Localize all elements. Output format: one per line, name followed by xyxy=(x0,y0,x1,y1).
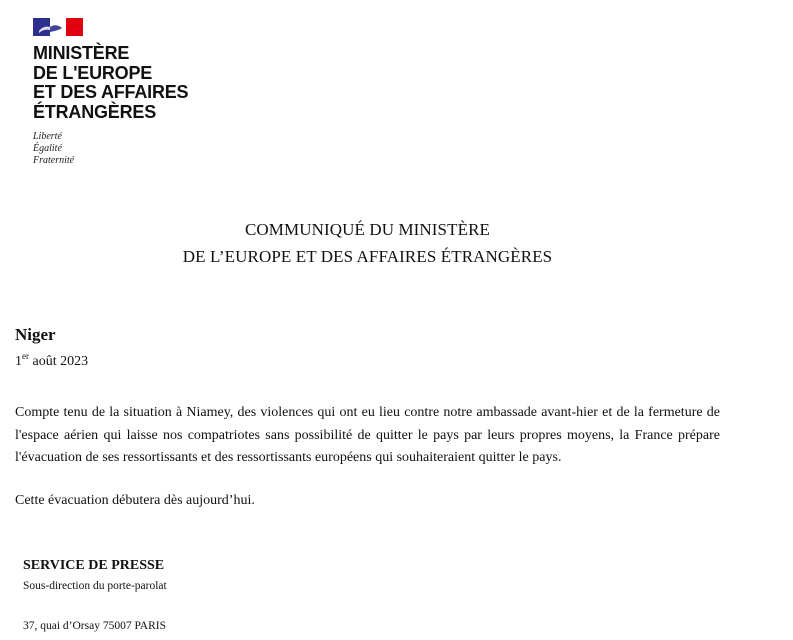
ministry-name-line: ÉTRANGÈRES xyxy=(33,101,157,122)
communique-title xyxy=(0,216,735,270)
date-day: 1 xyxy=(15,354,22,369)
publication-date xyxy=(15,352,88,372)
subject-heading: Niger xyxy=(15,325,56,344)
body-paragraph-1: Compte tenu de la situation à Niamey, des violences qui ont eu lieu contre notre ambassade avant-hier et de la fermeture de l'espace aérien qui laisse nos compatriotes sans possibilité de quitter le pays par leurs propres moyens, la France prépare l'évacuation de ses ressortissants et des ressortissants européens qui souhaiteraient quitter le pays. xyxy=(15,405,720,465)
press-address: 37, quai d’Orsay 75007 PARIS xyxy=(23,620,167,632)
date-rest: août 2023 xyxy=(29,354,89,369)
motto-line: Liberté xyxy=(33,131,62,142)
press-contact xyxy=(23,556,167,634)
date-ordinal: er xyxy=(22,351,29,361)
press-service-title: SERVICE DE PRESSE xyxy=(23,558,165,573)
ministry-logo xyxy=(33,18,233,167)
press-subdirection: Sous-direction du porte-parolat xyxy=(23,580,167,592)
ministry-name-line: DE L'EUROPE xyxy=(33,62,153,83)
republic-motto xyxy=(33,131,233,167)
ministry-name-line: ET DES AFFAIRES xyxy=(33,82,189,102)
title-line-1: COMMUNIQUÉ DU MINISTÈRE xyxy=(244,220,490,239)
title-line-2: DE L’EUROPE ET DES AFFAIRES ÉTRANGÈRES xyxy=(182,247,553,266)
communique-body xyxy=(15,402,720,512)
motto-line: Égalité xyxy=(33,143,62,154)
ministry-name-line: MINISTÈRE xyxy=(33,43,130,63)
ministry-name xyxy=(33,44,233,122)
french-flag-icon xyxy=(33,18,83,36)
motto-line: Fraternité xyxy=(33,155,75,166)
body-paragraph-2: Cette évacuation débutera dès aujourd’hui. xyxy=(15,492,255,508)
